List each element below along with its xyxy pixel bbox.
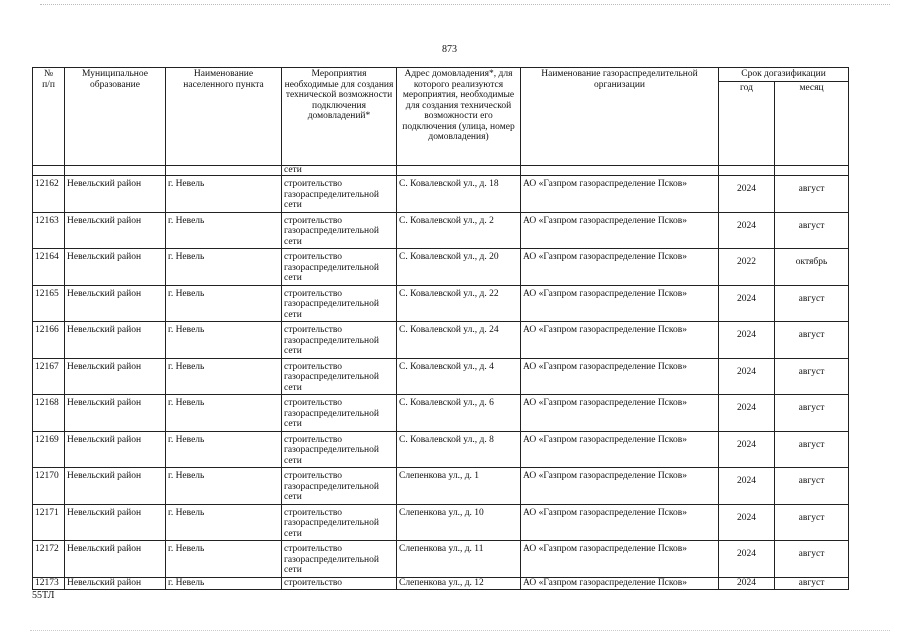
cell-year: 2022 (719, 249, 775, 286)
cell-settlement: г. Невель (166, 431, 282, 468)
gasification-table (32, 67, 849, 590)
footer-code: 55ТЛ (32, 590, 55, 601)
table-row (33, 468, 849, 505)
table-row (33, 249, 849, 286)
cell-settlement: г. Невель (166, 212, 282, 249)
cell-settlement: г. Невель (166, 468, 282, 505)
cell-settlement: г. Невель (166, 249, 282, 286)
cell-measure: строительство газораспределительной сети (282, 468, 397, 505)
cell-settlement: г. Невель (166, 322, 282, 359)
cell-municipality: Невельский район (65, 249, 166, 286)
cell-measure: строительство газораспределительной сети (282, 358, 397, 395)
cell-month: август (775, 212, 849, 249)
cell-month: август (775, 322, 849, 359)
cell-month: октябрь (775, 249, 849, 286)
page-number: 873 (442, 44, 457, 55)
cell-organization: АО «Газпром газораспределение Псков» (521, 212, 719, 249)
cell-year: 2024 (719, 431, 775, 468)
header-settlement: Наименование населенного пункта (166, 68, 282, 166)
cell-measure: строительство (282, 577, 397, 589)
cell-address: С. Ковалевской ул., д. 4 (397, 358, 521, 395)
cell-settlement: г. Невель (166, 541, 282, 578)
cell-num: 12168 (33, 395, 65, 432)
cell-num: 12165 (33, 285, 65, 322)
cell-month: август (775, 395, 849, 432)
cell-organization: АО «Газпром газораспределение Псков» (521, 577, 719, 589)
cell-year: 2024 (719, 541, 775, 578)
cell-organization: АО «Газпром газораспределение Псков» (521, 504, 719, 541)
cell-address: С. Ковалевской ул., д. 20 (397, 249, 521, 286)
cell-address: С. Ковалевской ул., д. 8 (397, 431, 521, 468)
cell-num: 12162 (33, 176, 65, 213)
cell-organization: АО «Газпром газораспределение Псков» (521, 285, 719, 322)
cell-year: 2024 (719, 504, 775, 541)
cell-settlement (166, 166, 282, 176)
table-row (33, 358, 849, 395)
cell-settlement: г. Невель (166, 176, 282, 213)
cell-month: август (775, 577, 849, 589)
header-municipality: Муниципальное образование (65, 68, 166, 166)
table-row-continuation (33, 166, 849, 176)
cell-organization: АО «Газпром газораспределение Псков» (521, 541, 719, 578)
cell-num: 12172 (33, 541, 65, 578)
cell-organization: АО «Газпром газораспределение Псков» (521, 395, 719, 432)
cell-month (775, 166, 849, 176)
table-row (33, 577, 849, 589)
cell-num: 12163 (33, 212, 65, 249)
cell-municipality: Невельский район (65, 541, 166, 578)
header-deadline: Срок догазификации (719, 68, 849, 82)
cell-year: 2024 (719, 468, 775, 505)
cell-settlement: г. Невель (166, 395, 282, 432)
cell-municipality: Невельский район (65, 285, 166, 322)
cell-measure: строительство газораспределительной сети (282, 395, 397, 432)
cell-settlement: г. Невель (166, 504, 282, 541)
cell-num: 12167 (33, 358, 65, 395)
cell-municipality: Невельский район (65, 504, 166, 541)
table-row (33, 504, 849, 541)
cell-organization: АО «Газпром газораспределение Псков» (521, 249, 719, 286)
cell-address: Слепенкова ул., д. 1 (397, 468, 521, 505)
cell-settlement: г. Невель (166, 577, 282, 589)
cell-organization: АО «Газпром газораспределение Псков» (521, 322, 719, 359)
header-address: Адрес домовладения*, для которого реализуются мероприятия, необходимые для создания технической возможности его подключения (улица, номер домовладения) (397, 68, 521, 166)
table-header (33, 68, 849, 166)
cell-year: 2024 (719, 322, 775, 359)
cell-month: август (775, 176, 849, 213)
cell-measure: строительство газораспределительной сети (282, 431, 397, 468)
table-row (33, 212, 849, 249)
cell-measure: сети (282, 166, 397, 176)
header-month: месяц (775, 82, 849, 166)
cell-measure: строительство газораспределительной сети (282, 285, 397, 322)
cell-month: август (775, 285, 849, 322)
cell-year: 2024 (719, 176, 775, 213)
cell-address: С. Ковалевской ул., д. 24 (397, 322, 521, 359)
table-row (33, 541, 849, 578)
cell-num: 12164 (33, 249, 65, 286)
cell-municipality: Невельский район (65, 577, 166, 589)
cell-municipality: Невельский район (65, 322, 166, 359)
cell-year: 2024 (719, 395, 775, 432)
cell-num (33, 166, 65, 176)
cell-month: август (775, 431, 849, 468)
cell-address: С. Ковалевской ул., д. 22 (397, 285, 521, 322)
table-row (33, 285, 849, 322)
cell-measure: строительство газораспределительной сети (282, 212, 397, 249)
cell-year: 2024 (719, 285, 775, 322)
cell-month: август (775, 541, 849, 578)
cell-settlement: г. Невель (166, 358, 282, 395)
table-row (33, 395, 849, 432)
cell-num: 12169 (33, 431, 65, 468)
cell-year: 2024 (719, 212, 775, 249)
header-year: год (719, 82, 775, 166)
scan-artifact-bottom (30, 630, 890, 632)
cell-month: август (775, 468, 849, 505)
cell-organization: АО «Газпром газораспределение Псков» (521, 468, 719, 505)
cell-month: август (775, 358, 849, 395)
cell-organization: АО «Газпром газораспределение Псков» (521, 431, 719, 468)
cell-municipality (65, 166, 166, 176)
scan-artifact-top (40, 4, 890, 6)
cell-measure: строительство газораспределительной сети (282, 322, 397, 359)
cell-settlement: г. Невель (166, 285, 282, 322)
cell-year: 2024 (719, 358, 775, 395)
cell-num: 12171 (33, 504, 65, 541)
cell-municipality: Невельский район (65, 212, 166, 249)
cell-num: 12170 (33, 468, 65, 505)
cell-municipality: Невельский район (65, 468, 166, 505)
cell-organization: АО «Газпром газораспределение Псков» (521, 358, 719, 395)
cell-measure: строительство газораспределительной сети (282, 249, 397, 286)
cell-municipality: Невельский район (65, 358, 166, 395)
cell-address (397, 166, 521, 176)
cell-address: Слепенкова ул., д. 10 (397, 504, 521, 541)
cell-municipality: Невельский район (65, 176, 166, 213)
cell-address: Слепенкова ул., д. 12 (397, 577, 521, 589)
cell-measure: строительство газораспределительной сети (282, 504, 397, 541)
cell-num: 12166 (33, 322, 65, 359)
cell-address: С. Ковалевской ул., д. 18 (397, 176, 521, 213)
cell-address: С. Ковалевской ул., д. 2 (397, 212, 521, 249)
cell-municipality: Невельский район (65, 395, 166, 432)
cell-month: август (775, 504, 849, 541)
cell-address: Слепенкова ул., д. 11 (397, 541, 521, 578)
cell-year (719, 166, 775, 176)
cell-num: 12173 (33, 577, 65, 589)
cell-address: С. Ковалевской ул., д. 6 (397, 395, 521, 432)
table-row (33, 322, 849, 359)
cell-measure: строительство газораспределительной сети (282, 176, 397, 213)
cell-organization (521, 166, 719, 176)
cell-measure: строительство газораспределительной сети (282, 541, 397, 578)
header-num: № п/п (33, 68, 65, 166)
cell-organization: АО «Газпром газораспределение Псков» (521, 176, 719, 213)
header-organization: Наименование газораспределительной организации (521, 68, 719, 166)
cell-year: 2024 (719, 577, 775, 589)
table-row (33, 176, 849, 213)
table-row (33, 431, 849, 468)
table-body (33, 166, 849, 590)
cell-municipality: Невельский район (65, 431, 166, 468)
header-measure: Мероприятия необходимые для создания технической возможности подключения домовладений* (282, 68, 397, 166)
